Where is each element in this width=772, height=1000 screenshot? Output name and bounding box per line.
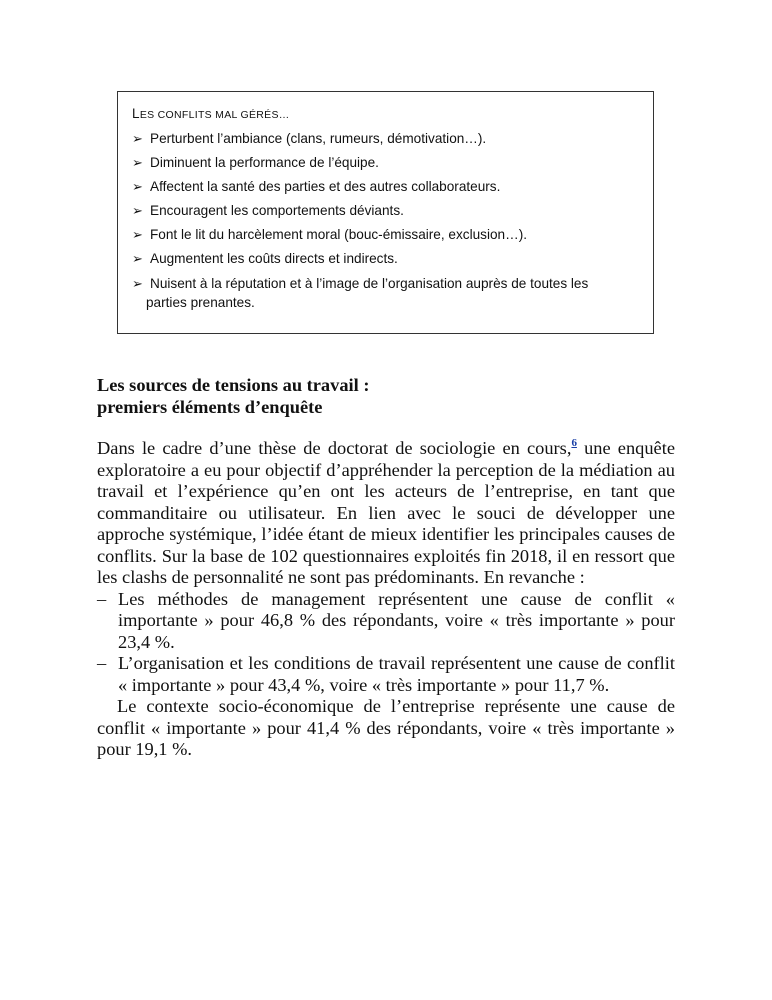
arrowhead-right-icon: ➢: [132, 227, 143, 242]
list-item: ➢ Affectent la santé des parties et des autres collaborateurs.: [132, 175, 639, 199]
callout-box: [117, 91, 654, 334]
dash-bullet: –: [97, 588, 107, 609]
list-item: – Les méthodes de management représentent une cause de conflit « importante » pour 46,8 % des répondants, voire « très importante » pour 23,4 %.: [97, 588, 675, 652]
dash-list: [97, 589, 675, 697]
list-item: ➢ Font le lit du harcèlement moral (bouc-émissaire, exclusion…).: [132, 223, 639, 247]
list-item: ➢ Perturbent l’ambiance (clans, rumeurs, démotivation…).: [132, 127, 639, 151]
arrowhead-right-icon: ➢: [132, 276, 143, 291]
arrowhead-right-icon: ➢: [132, 251, 143, 266]
box-list: [132, 127, 639, 312]
arrowhead-right-icon: ➢: [132, 179, 143, 194]
footnote-link[interactable]: 6: [571, 437, 577, 449]
list-item: ➢ Nuisent à la réputation et à l’image de l’organisation auprès de toutes les parties prenantes.: [132, 276, 589, 310]
arrowhead-right-icon: ➢: [132, 155, 143, 170]
main-text: [97, 374, 675, 761]
paragraph: Dans le cadre d’une thèse de doctorat de sociologie en cours,$^6$ une enquête exploratoire a eu pour objectif d’appréhender la perception de la médiation au travail et l’expérience qu’en ont les acteurs de l’entreprise, en tant que commanditaire ou utilisateur. En lien avec le souci de développer une approche systémique, l’idée étant de mieux identifier les principales causes de conflits. Sur la base de 102 questionnaires exploités fin 2018, il en ressort que les clashs de personnalité ne sont pas prédominants. En revanche :: [97, 437, 675, 587]
list-item: ➢ Encouragent les comportements déviants.: [132, 199, 639, 223]
list-item: ➢ Diminuent la performance de l’équipe.: [132, 151, 639, 175]
list-item: – L’organisation et les conditions de travail représentent une cause de conflit « importante » pour 43,4 %, voire « très importante » pour 11,7 %.: [97, 653, 675, 695]
arrowhead-right-icon: ➢: [132, 203, 143, 218]
box-title: LES CONFLITS MAL GÉRÉS…: [132, 106, 290, 121]
section-heading: Les sources de tensions au travail : premiers éléments d’enquête: [97, 375, 370, 417]
arrowhead-right-icon: ➢: [132, 131, 143, 146]
dash-bullet: –: [97, 653, 107, 673]
paragraph: Le contexte socio-économique de l’entreprise représente une cause de conflit « importante » pour 41,4 % des répondants, voire « très importante » pour 19,1 %.: [97, 696, 675, 759]
list-item: ➢ Augmentent les coûts directs et indirects.: [132, 247, 639, 271]
